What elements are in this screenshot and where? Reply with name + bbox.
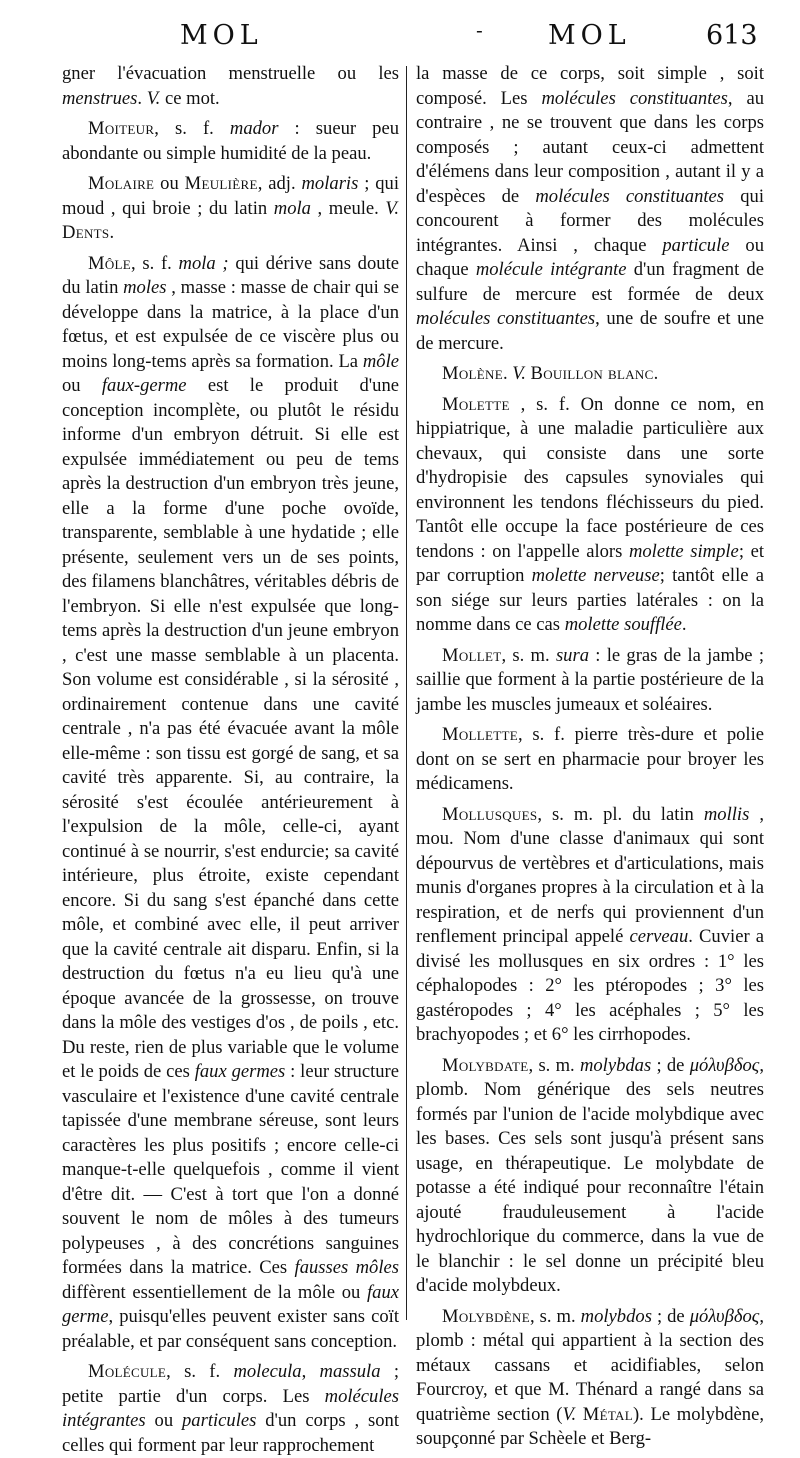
italic-text: molecula xyxy=(233,1361,302,1382)
right-column xyxy=(416,62,765,1449)
italic-text: V. xyxy=(146,87,161,109)
running-header xyxy=(0,20,800,60)
entry-mollet xyxy=(416,644,764,718)
headword: Molybdène xyxy=(442,1305,530,1327)
body-text: , s. f. On donne ce nom, en hippiatrique, à une maladie particulière aux chevaux, qui consiste dans une sorte d'hydropisie des capsules synoviales qui environnent les tendons fléchisseurs du pied. Tantôt elle occupe la face postérieure de ces tendons : on l'appelle alors xyxy=(416,393,764,562)
body-text: qui concourent à former des molécules intégrantes. Ainsi , chaque xyxy=(416,185,764,256)
italic-text: fausses môles xyxy=(294,1257,400,1278)
body-text: , puisqu'elles peuvent exister sans coït préalable, et par conséquent sans conception. xyxy=(62,1306,399,1352)
italic-text: molécules constituantes xyxy=(535,185,725,207)
body-text: , plomb : métal qui appartient à la section des métaux cassans et acidifiables, selon Fourcroy, et que M. Thénard a rangé dans sa quatrième section ( xyxy=(416,1305,764,1425)
body-text: , adj. xyxy=(257,173,302,194)
italic-text: molybdos xyxy=(580,1305,652,1327)
italic-text: molaris xyxy=(301,173,359,194)
body-text: , mou. Nom d'une classe d'animaux qui sont dépourvus de vertèbres et d'articulations, mais munis d'organes propres à la circulation et à la respiration, et de nerfs qui proviennent d'un renflement principal appelé xyxy=(416,803,764,947)
body-text: gner l'évacuation menstruelle ou les xyxy=(62,63,399,84)
headword: Métal xyxy=(582,1403,633,1425)
body-text: , s. m. pl. du latin xyxy=(537,803,704,825)
italic-text: particules xyxy=(182,1410,257,1431)
italic-text: molécules constituantes xyxy=(416,308,596,329)
body-text: ; qui moud , qui broie ; du latin xyxy=(62,173,399,219)
entry-molybdate xyxy=(416,1054,764,1299)
body-text: : le gras de la jambe ; saillie que forment à la partie postérieure de la jambe les muscles jumeaux et soléaires. xyxy=(416,644,764,715)
body-text: , s. f. xyxy=(131,252,179,274)
body-text: . xyxy=(137,87,147,109)
body-text: , plomb. Nom générique des sels neutres formés par l'union de l'acide molybdique avec les bases. Ces sels sont jusqu'à présent sans usage, en thérapeutique. Le molybdate de potasse a été indiqué pour reconnaître l'étain ajouté frauduleusement à l'acide hydrochlorique du commerce, dans la vue de le blanchir : le sel donne un précipité bleu d'acide molybdeux. xyxy=(416,1054,764,1296)
headword: Mollet xyxy=(442,644,502,666)
body-text: , xyxy=(301,1361,320,1382)
entry-mollusques xyxy=(416,803,764,1048)
headword: Molécule xyxy=(88,1361,167,1382)
body-text: ou xyxy=(62,375,102,396)
italic-text: môle xyxy=(362,350,399,372)
body-text: , s. f. xyxy=(166,1361,234,1382)
italic-text: menstrues xyxy=(62,87,138,109)
italic-text: cerveau xyxy=(629,926,689,947)
entry-moiteur xyxy=(62,117,399,166)
body-text: . xyxy=(653,363,659,384)
headword: Dents xyxy=(62,222,110,243)
body-text: . xyxy=(681,614,687,635)
body-text: . xyxy=(502,363,513,384)
body-text: , au contraire , ne se trouvent que dans les corps composés ; autant ceux-ci admettent d'élémens dans leur composition , autant il y a d'espèces de xyxy=(416,87,764,207)
italic-text: particule xyxy=(662,234,730,256)
body-text: la masse de ce corps, soit simple , soit composé. Les xyxy=(416,63,764,109)
italic-text: molécule intégrante xyxy=(475,259,627,280)
italic-text: V. xyxy=(512,363,526,384)
body-text: qui dérive sans doute du latin xyxy=(62,252,399,298)
body-text: , s. m. xyxy=(501,644,556,666)
headword: Meulière xyxy=(184,173,258,194)
body-text: , s. f. pierre très-dure et polie dont on se sert en pharmacie pour broyer les médicamens. xyxy=(416,724,764,794)
headword: Molybdate xyxy=(442,1054,529,1076)
body-text: : sueur peu abondante ou simple humidité de la peau. xyxy=(62,118,399,164)
column-divider xyxy=(406,66,407,1320)
entry-molecule xyxy=(62,1360,399,1458)
body-text: ; et par corruption xyxy=(416,540,764,586)
body-text: ou xyxy=(145,1410,182,1431)
italic-text: mola xyxy=(273,197,311,219)
body-text: , une de soufre et une de mercure. xyxy=(416,308,764,354)
headword: Bouillon blanc xyxy=(530,363,654,384)
entry-mole xyxy=(62,252,399,1355)
body-text: , s. m. xyxy=(528,1054,580,1076)
headword: Molaire xyxy=(88,173,155,194)
body-text: . Cuvier a divisé les mollusques en six ordres : 1° les céphalopodes : 2° les ptéropodes ; 3° les gastéropodes ; 4° les acéphales ; 5° les brachyopodes ; et 6° les cirrhopodes. xyxy=(416,926,764,1045)
left-column xyxy=(62,62,400,1456)
entry-menstrues-cont xyxy=(62,62,399,111)
body-text: , s. m. xyxy=(529,1305,581,1327)
italic-text: molybdas xyxy=(579,1054,652,1076)
header-left-word: MOL xyxy=(180,20,263,51)
body-text: ou xyxy=(154,173,185,194)
entry-molybdene xyxy=(416,1305,764,1452)
italic-text: moles xyxy=(123,277,167,298)
headword: Mollusques xyxy=(442,803,538,825)
body-text: d'un corps , sont celles qui forment par leur rapprochement xyxy=(62,1410,399,1456)
headword: Molette xyxy=(442,393,510,415)
body-text: ce mot. xyxy=(160,87,220,109)
italic-text: molette nerveuse xyxy=(531,565,660,586)
italic-text: sura xyxy=(555,644,590,666)
italic-text: mador xyxy=(229,118,279,139)
body-text: ; tantôt elle a son siége sur leurs parties latérales : on la nomme dans ce cas xyxy=(416,565,764,635)
entry-molene xyxy=(416,362,764,387)
italic-text: μόλυβδος xyxy=(689,1054,760,1076)
body-text: , masse : masse de chair qui se développe dans la matrice, à la place d'un fœtus, et est expulsée de ce viscère plus ou moins long-tems après sa formation. La xyxy=(62,277,399,372)
body-text: : leur structure vasculaire et l'existence d'une cavité centrale tapissée d'une membrane séreuse, sont leurs caractères les plus positifs ; encore celle-ci manque-t-elle quelquefois , comme il vient d'être dit. — C'est à tort que l'on a donné souvent le nom de môles à des tumeurs polypeuses , à des concrétions sanguines formées dans la matrice. Ces xyxy=(62,1061,399,1278)
body-text: ; de xyxy=(651,1305,690,1327)
headword: Moiteur xyxy=(88,118,155,139)
italic-text: V. xyxy=(385,197,399,219)
header-right-word: MOL xyxy=(548,20,631,51)
italic-text: molécules constituantes xyxy=(541,87,728,109)
body-text: d'un fragment de sulfure de mercure est formée de deux xyxy=(416,259,764,305)
italic-text: massula xyxy=(319,1361,381,1382)
body-text: , meule. xyxy=(310,197,386,219)
italic-text: faux germes xyxy=(194,1061,286,1082)
italic-text: μόλυβδος xyxy=(689,1305,760,1327)
body-text: , s. f. xyxy=(154,118,230,139)
body-text: ; de xyxy=(651,1054,690,1076)
italic-text: molette simple xyxy=(628,540,739,562)
italic-text: faux-germe xyxy=(101,375,187,396)
page-number: 613 xyxy=(706,20,758,51)
entry-molecule-cont xyxy=(416,62,764,356)
body-text: est le produit d'une conception incomplète, ou plutôt le résidu informe d'un embryon détruit. Si elle est expulsée immédiatement ou peu de tems après la destruction d'un embryon très jeune, elle a la forme d'une poche ovoïde, transparente, semblable à une hydatide ; elle présente, seulement vers un de ses points, des filamens blanchâtres, véritables débris de l'embryon. Si elle n'est expulsée que long-tems après la destruction d'un jeune embryon , c'est une masse semblable à un placenta. Son volume est considérable , si la sérosité , ordinairement contenue dans une cavité centrale , n'a pas été évacuée avant la môle elle-même : son tissu est gorgé de sang, et sa cavité très apparente. Si, au contraire, la sérosité s'est écoulée antérieurement à l'expulsion de la môle, celle-ci, ayant continué à se nourrir, s'est endurcie; sa cavité intérieure, plus étroite, existe cependant encore. Si du sang s'est épanché dans cette môle, et combiné avec elle, il peut arriver que la cavité centrale ait disparu. Enfin, si la destruction du fœtus n'a eu lieu qu'à une époque avancée de la grossesse, on trouve dans la môle des vestiges d'os , de poils , etc. Du reste, rien de plus variable que le volume et le poids de ces xyxy=(62,375,399,1082)
italic-text: molette soufflée xyxy=(564,614,682,635)
body-text: diffèrent essentiellement de la môle ou xyxy=(62,1281,367,1303)
header-dash: - xyxy=(476,18,483,42)
body-text: ). Le molybdène, soupçonné par Schèele et Berg- xyxy=(416,1403,765,1449)
entry-molette xyxy=(416,393,764,638)
headword: Molène xyxy=(442,363,503,384)
entry-mollette xyxy=(416,723,764,797)
body-text: ou chaque xyxy=(416,234,764,280)
italic-text: V. xyxy=(562,1403,577,1425)
body-text xyxy=(576,1404,583,1425)
body-text: . xyxy=(109,222,115,243)
body-text: ; petite partie d'un corps. Les xyxy=(62,1361,399,1407)
headword: Môle xyxy=(88,252,132,274)
italic-text: mola ; xyxy=(178,252,229,274)
entry-molaire xyxy=(62,172,399,246)
headword: Mollette xyxy=(442,724,518,745)
italic-text: molécules intégrantes xyxy=(62,1385,399,1431)
italic-text: mollis xyxy=(703,803,750,825)
italic-text: faux germe xyxy=(62,1281,399,1327)
